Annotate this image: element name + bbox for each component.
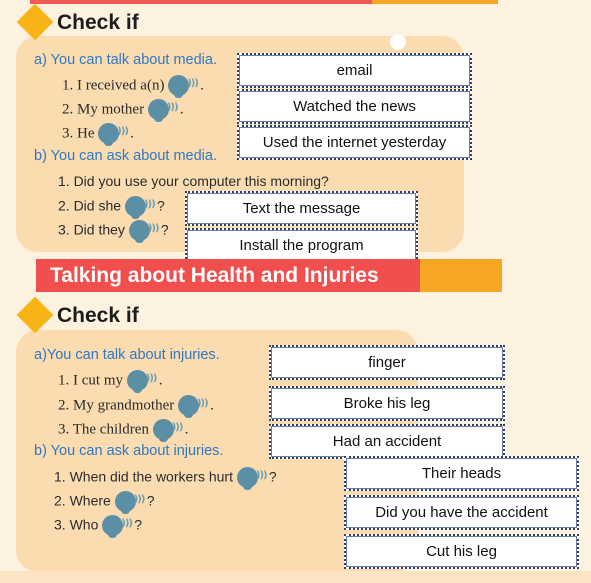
answer-card[interactable]: Watched the news (237, 89, 472, 124)
answer-card[interactable]: Had an accident (269, 424, 505, 459)
speaking-head-icon[interactable]: ))) (125, 196, 157, 218)
answer-card[interactable]: finger (269, 345, 505, 380)
answer-card[interactable]: Text the message (185, 191, 418, 226)
injuries-talk-heading: a)You can talk about injuries. (34, 347, 220, 363)
panel-hole (390, 34, 406, 50)
answer-card[interactable]: Did you have the accident (344, 495, 579, 530)
speaking-head-icon[interactable]: ))) (127, 370, 159, 392)
speaking-head-icon[interactable]: ))) (102, 515, 134, 537)
check-title: Check if (57, 11, 139, 34)
speaking-head-icon[interactable]: ))) (148, 99, 180, 121)
media-talk-item-1: 1. I received a(n) ))) . (62, 75, 204, 97)
diamond-icon (17, 297, 54, 334)
banner-accent (420, 259, 502, 292)
answer-card[interactable]: Their heads (344, 456, 579, 491)
injuries-talk-item-1: 1. I cut my ))) . (58, 370, 163, 392)
section-banner: Talking about Health and Injuries (36, 259, 420, 292)
answer-card[interactable]: Cut his leg (344, 534, 579, 569)
injuries-talk-item-3: 3. The children ))) . (58, 419, 188, 441)
bottom-strip (0, 571, 591, 583)
media-ask-heading: b) You can ask about media. (34, 148, 217, 164)
answer-card[interactable]: email (237, 53, 472, 88)
media-talk-item-3: 3. He ))) . (62, 123, 134, 145)
speaking-head-icon[interactable]: ))) (237, 467, 269, 489)
injuries-talk-item-2: 2. My grandmother ))) . (58, 395, 214, 417)
media-ask-item-3: 3. Did they ))) ? (58, 220, 169, 242)
media-ask-item-2: 2. Did she ))) ? (58, 196, 165, 218)
speaking-head-icon[interactable]: ))) (153, 419, 185, 441)
speaking-head-icon[interactable]: ))) (115, 491, 147, 513)
injuries-ask-heading: b) You can ask about injuries. (34, 443, 224, 459)
answer-card[interactable]: Used the internet yesterday (237, 125, 472, 160)
answer-card[interactable]: Broke his leg (269, 386, 505, 421)
speaking-head-icon[interactable]: ))) (178, 395, 210, 417)
speaking-head-icon[interactable]: ))) (129, 220, 161, 242)
check-title: Check if (57, 304, 139, 327)
answer-card[interactable]: Install the program (185, 228, 418, 263)
media-ask-item-1: 1. Did you use your computer this morning? (58, 173, 329, 189)
diamond-icon (17, 4, 54, 41)
speaking-head-icon[interactable]: ))) (98, 123, 130, 145)
media-talk-heading: a) You can talk about media. (34, 52, 217, 68)
top-bar-accent (372, 0, 498, 4)
media-talk-item-2: 2. My mother ))) . (62, 99, 184, 121)
injuries-ask-item-1: 1. When did the workers hurt ))) ? (54, 467, 277, 489)
injuries-ask-item-2: 2. Where ))) ? (54, 491, 155, 513)
speaking-head-icon[interactable]: ))) (168, 75, 200, 97)
injuries-ask-item-3: 3. Who ))) ? (54, 515, 142, 537)
